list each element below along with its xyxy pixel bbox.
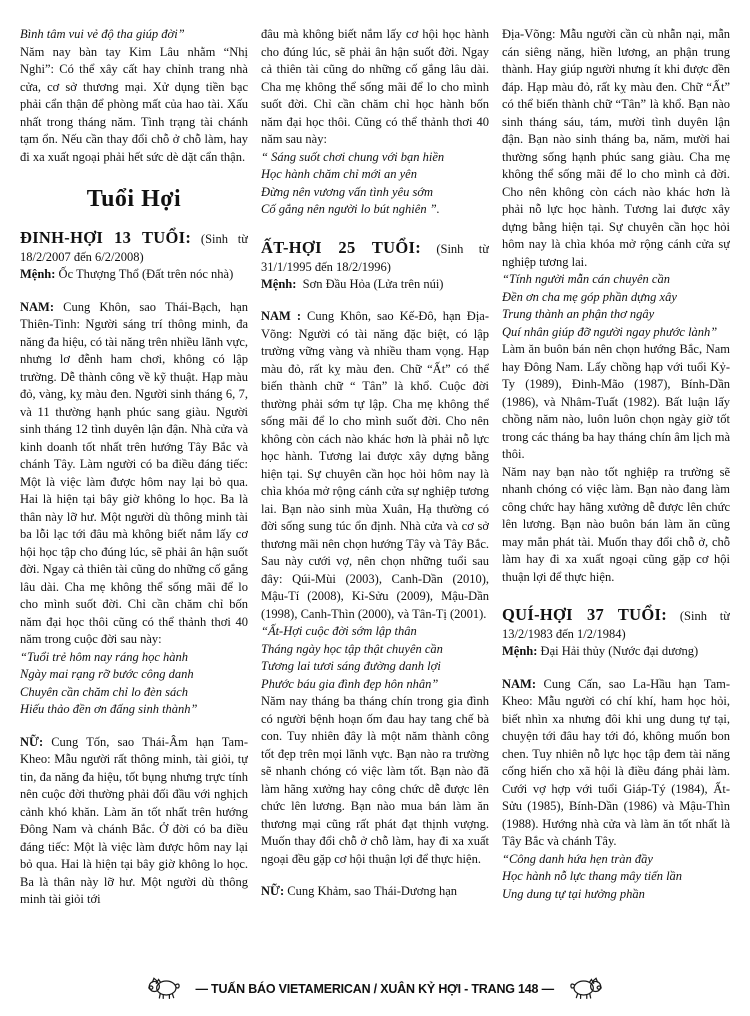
nam-paragraph — [20, 299, 248, 649]
menh-text: Đại Hải thủy (Nước đại dương) — [540, 644, 699, 658]
page-footer — [0, 976, 750, 1000]
age-heading-bold: ĐINH-HỢI 13 TUỔI: — [20, 228, 192, 247]
poem-line: Hiếu thảo đền ơn đấng sinh thành” — [20, 702, 198, 716]
poem-line: “Tuổi trẻ hôm nay ráng học hành — [20, 649, 189, 664]
column-1 — [20, 26, 248, 962]
poem-line: “Ất-Hợi cuộc đời sớm lập thân — [261, 624, 417, 638]
poem-line: Chuyên cần chăm chỉ lo đèn sách — [20, 684, 189, 699]
poem-line: Ngày mai rạng rỡ bước công danh — [20, 667, 194, 681]
poem-line: Trung thành an phận thơ ngây — [502, 307, 655, 321]
poem-line: Cố gắng nên người lo bút nghiên ”. — [261, 202, 440, 216]
nam-label: NAM: — [502, 676, 537, 691]
age-heading-dates: (Sinh từ 31/1/1995 đến 18/2/1996) — [261, 241, 489, 274]
menh-label: Mệnh: — [20, 267, 56, 281]
poem-block — [502, 851, 730, 904]
menh-line — [261, 276, 489, 294]
paragraph: Địa-Võng: Mẫu người cần cù nhẫn nại, mẫn cán siêng năng, hiền lương, an phận trung thành. Hay giúp người nhưng ít khi được đền đáp. Hạp màu đỏ, rất kỵ màu đen. Chữ “Ất” có thể biến thành chữ “Tân” là khổ. Bạn nào sinh tháng sáu, tám, mười tình duyên lận đận. Bạn nào sinh tháng ba, năm, mười hai thường sống hạnh phúc sang giàu. Cha mẹ không thể sống mãi để lo cho mình cả đời. Cho nên không còn cách nào khác hơn là phải nỗ lực học hành. Tương lai được xây dựng bằng hiện tại. Sự chuyên cần học hỏi hôm nay là chìa khóa mở rộng cánh cửa sự nghiệp tương lai. — [502, 27, 730, 269]
poem-line: Quí nhân giúp đỡ người ngay phước lành” — [502, 324, 718, 339]
poem-block — [261, 149, 489, 219]
paragraph: Năm nay bàn tay Kim Lâu nhằm “Nhị Nghi”: Có thể xây cất hay chỉnh trang nhà cửa, cơ sở thương mại. Xử dụng tiền bạc phải cẩn thận để phòng mất của hao tài. Xấu nhất trong tháng năm. Tình trạng tài chánh tạm ổn. Nếu cần thay đổi chỗ ở chỗ làm, hay đi xa xuất ngoại phải hết sức dè dặt cẩn thận. — [20, 44, 248, 164]
menh-label: Mệnh: — [502, 644, 538, 658]
poem-line: “ Sáng suốt chơi chung với bạn hiền — [261, 149, 445, 164]
poem-block — [20, 649, 248, 719]
nu-text: Cung Khảm, sao Thái-Dương hạn — [287, 884, 457, 898]
age-heading-dates: (Sinh từ 18/2/2007 đến 6/2/2008) — [20, 232, 248, 264]
nam-paragraph — [261, 308, 489, 623]
menh-label: Mệnh: — [261, 276, 297, 291]
pig-icon — [147, 976, 181, 1000]
poem-line: Tương lai tươi sáng đường danh lợi — [261, 659, 441, 673]
pig-icon — [569, 976, 603, 1000]
nam-text: Cung Cấn, sao La-Hầu hạn Tam-Kheo: Mẫu người có chí khí, ham học hỏi, biết nhìn xa nhưng đôi khi ung dung tự tại, chuyện tới đâu hay tới đó, không muốn bon chen. Tuy nhiên nỗ lực học tập đem tài năng cống hiến cho xã hội là điều đáng phải làm. Cưới vợ hợp với tuổi Giáp-Tý (1984), Ất-Sửu (1985), Bính-Dần (1986) và Mậu-Thìn (1988). Hướng nhà cửa và làm ăn tốt nhất là Tây Bắc và chánh Tây. — [502, 676, 730, 848]
column-2 — [261, 26, 489, 962]
poem-line: Bình tâm vui vẻ độ tha giúp đời” — [20, 27, 185, 41]
nam-label: NAM : — [261, 309, 302, 323]
menh-line — [20, 266, 248, 284]
poem-block — [261, 623, 489, 693]
age-heading-qui-hoi — [502, 606, 730, 643]
nam-text: Cung Khôn, sao Thái-Bạch, hạn Thiên-Tinh: Người sáng trí thông minh, đa năng đa hiệu, có tài năng trên nhiều lãnh vực, nhưng lơ đễnh ham chơi, không có lập trường. Dễ thành công về kỹ thuật. Hạp màu đỏ, vàng, kỵ màu đen. Người sinh tháng 6, 7, và 11 thường hạnh phúc sang giàu. Người sinh tháng 12 tình duyên lận đận. Nhà cửa và kinh doanh tốt nhất trên hướng Tây Bắc và chánh Tây. Làm người có ba điều đáng tiếc: Một là việc làm được hôm nay lại bỏ qua. Hai là hiện tại bây giờ không lo học. Ba là thân này lỡ hư. Một người dù thông minh tài ba lỗi lạc tới đâu mà không biết nắm lấy cơ hội học tập cho đúng lúc, sẽ phải ân hận suốt đời. Ngay cả thiên tài cũng do những cố gắng lâu dài. Cha mẹ không thể sống mãi để lo cho mình suốt đời. Chỉ cần chăm chỉ bốn năm đại học thôi cũng có thể thảnh thơi 40 năm trong cuộc đời sau này: — [20, 299, 248, 646]
menh-line — [502, 643, 730, 661]
footer-text: — TUẤN BÁO VIETAMERICAN / XUÂN KỶ HỢI - TRANG 148 — — [195, 980, 555, 996]
paragraph: Làm ăn buôn bán nên chọn hướng Bắc, Nam hay Đông Nam. Lấy chồng hạp với tuổi Kỷ-Ty (1989), Đinh-Mão (1987), Bính-Dần (1986), và Nhâm-Tuất (1982). Bất luận lấy chồng năm nào, luôn luôn chọn ngày giờ tốt trong các tháng ba hay tháng chín âm lịch mà thôi. — [502, 342, 730, 461]
age-heading-bold: ẤT-HỢI 25 TUỔI: — [261, 237, 422, 257]
poem-line: “Tính người mẫn cán chuyên cần — [502, 272, 670, 286]
paragraph: Năm nay tháng ba tháng chín trong gia đình có người bệnh hoạn ốm đau hay tang chế bà con. Tuy nhiên đây là một năm thành công tốt đẹp trên mọi lãnh vực. Bạn nào ra trường sẽ nhanh chóng có việc làm tốt. Bạn nào đã làm hãng xưởng hay công chức dễ được lên chức lên lương. Bạn nào mua bán làm ăn thương mại cũng rất phát đạt thịnh vượng. Muốn thay đổi chỗ ở chỗ làm, hay đi xa xuất ngoại đều gặp cơ hội thuận lợi để thực hiện. — [261, 694, 489, 866]
poem-block — [502, 271, 730, 341]
column-3 — [502, 26, 730, 962]
section-title-tuoi-hoi: Tuổi Hợi — [86, 186, 182, 212]
poem-line: Ung dung tự tại hưởng phần — [502, 886, 645, 901]
paragraph: đâu mà không biết nắm lấy cơ hội học hành cho đúng lúc, sẽ phải ân hận suốt đời. Ngay cả thiên tài cũng do những cố gắng lâu dài. Cha mẹ không thể sống mãi để lo cho mình suốt đời. Chỉ cần chăm chỉ học hành bốn năm đại học thôi. Cũng có thể thảnh thơi 40 năm sau này: — [261, 27, 489, 146]
nu-paragraph — [20, 734, 248, 909]
paragraph: Năm nay bạn nào tốt nghiệp ra trường sẽ nhanh chóng có việc làm. Bạn nào đang làm công chức hay hãng xưởng dễ được lên chức lên lương. Bạn nào buôn bán làm ăn cũng may mắn phát tài. Muốn thay đổi chỗ ở, chỗ làm hay đi xa xuất ngoại cũng gặp cơ hội thuận lợi để thực hiện. — [502, 464, 730, 584]
age-heading-bold: QUÍ-HỢI 37 TUỔI: — [502, 605, 668, 624]
nu-label: NỮ: — [261, 884, 285, 898]
nu-paragraph — [261, 883, 489, 901]
poem-line: Học hành nỗ lực thang mây tiến lần — [502, 869, 683, 883]
menh-text: Sơn Đầu Hỏa (Lửa trên núi) — [302, 276, 444, 291]
poem-line: Đừng nên vương vấn tình yêu sớm — [261, 184, 434, 199]
poem-line: Tháng ngày học tập thật chuyên cần — [261, 641, 443, 656]
poem-line: Đền ơn cha mẹ góp phần dựng xây — [502, 289, 677, 304]
age-heading-dinh-hoi — [20, 229, 248, 266]
nam-text: Cung Khôn, sao Kế-Đô, hạn Địa-Võng: Người có tài năng đặc biệt, có lập trường vững vàng và nhiều tham vọng. Hạp màu đỏ, rất kỵ màu đen. Chữ “Ất” có thể biến thành chữ “ Tân” là khổ. Cuộc đời thường phải sớm tự lập. Cha mẹ không thể sống mãi để lo cho mình suốt đời. Cho nên không còn cách nào khác hơn là phải nỗ lực học hành. Tương lai được xây dựng bằng hiện tại. Sự chuyên cần học hỏi hôm nay là chìa khóa mở rộng cánh cửa sự nghiệp tương lai. Bạn nào sinh mùa Xuân, Hạ thường có đời sống sung túc ổn định. Nhà cửa và cơ sở thương mãi nên chọn hướng Tây và Tây Bắc. Sau này cưới vợ, nên chọn những tuổi sau đây: Qúi-Mùi (2003), Canh-Dần (2010), Mậu-Tí (2008), Kỉ-Sửu (2009), Mậu-Dần (1998), Canh-Thìn (2000), và Tân-Tị (2001). — [261, 309, 489, 621]
menh-text: Ốc Thượng Thổ (Đất trên nóc nhà) — [58, 267, 234, 281]
poem-line: “Công danh hứa hẹn tràn đầy — [502, 851, 653, 866]
poem-line: Học hành chăm chỉ mới an yên — [261, 167, 417, 181]
nu-label: NỮ: — [20, 734, 44, 749]
age-heading-at-hoi — [261, 239, 489, 276]
nam-label: NAM: — [20, 299, 55, 314]
nam-paragraph — [502, 676, 730, 851]
text-columns — [20, 26, 730, 962]
poem-line: Phước báu gia đình đẹp hôn nhân” — [261, 676, 439, 691]
age-heading-dates: (Sinh từ 13/2/1983 đến 1/2/1984) — [502, 609, 730, 641]
nu-text: Cung Tốn, sao Thái-Âm hạn Tam-Kheo: Mẫu người rất thông minh, tài giỏi, tự tin, đa năng đa hiệu, tốt bụng nhưng trực tính nên cuộc đời thường phải đối đầu với nghịch cảnh khó khăn. Làm ăn tốt nhất trên hướng Đông Nam và chánh Bắc. Ở đời có ba điều đáng tiếc: Một là việc làm được hôm nay lại bỏ qua. Hai là hiện tại bây giờ không lo học. Ba là thân này lỡ hư. Một người dù thông minh tài giỏi tới — [20, 734, 248, 906]
